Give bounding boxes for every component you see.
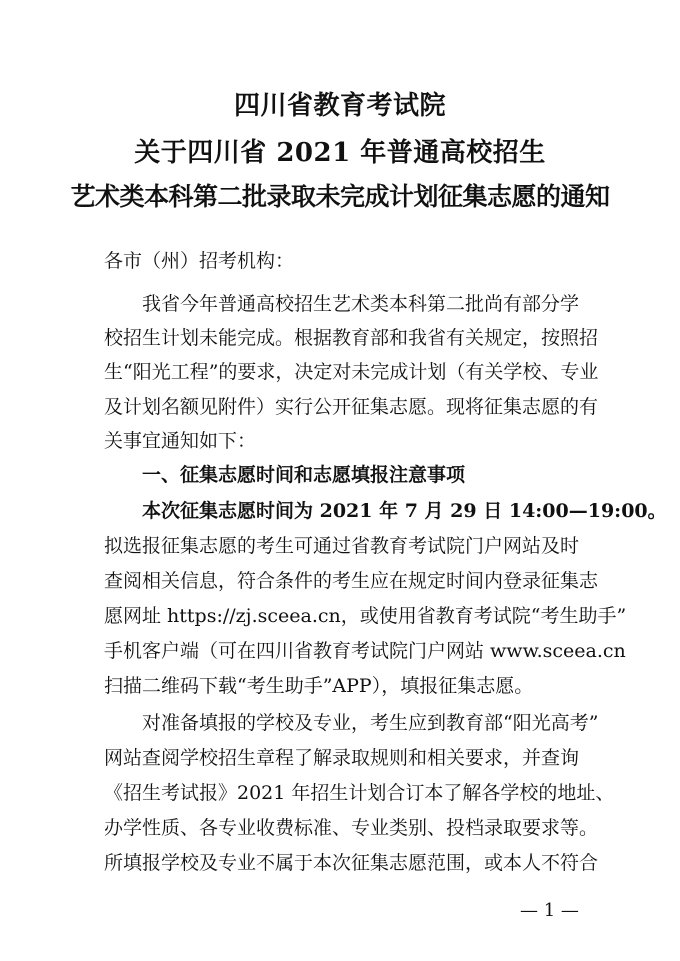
paragraph2-line: 扫描二维码下载“考生助手”APP），填报征集志愿。 <box>104 675 534 697</box>
paragraph3-line: 所填报学校及专业不属于本次征集志愿范围，或本人不符合 <box>104 852 599 874</box>
paragraph1-line: 校招生计划未能完成。根据教育部和我省有关规定，按照招 <box>104 327 599 349</box>
paragraph3-line: 《招生考试报》2021 年招生计划合订本了解各学校的地址、 <box>104 782 615 804</box>
paragraph3-line: 对准备填报的学校及专业，考生应到教育部“阳光高考” <box>142 712 599 734</box>
title-line-3: 艺术类本科第二批录取未完成计划征集志愿的通知 <box>70 182 610 211</box>
paragraph3-line: 办学性质、各专业收费标准、专业类别、投档录取要求等。 <box>104 817 599 839</box>
section1-heading: 一、征集志愿时间和志愿填报注意事项 <box>142 464 466 486</box>
paragraph1-line: 生“阳光工程”的要求，决定对未完成计划（有关学校、专业 <box>104 361 599 383</box>
paragraph2-line: 查阅相关信息，符合条件的考生应在规定时间内登录征集志 <box>104 570 599 592</box>
title-line-2: 关于四川省 2021 年普通高校招生 <box>134 138 546 168</box>
paragraph2-line: 拟选报征集志愿的考生可通过省教育考试院门户网站及时 <box>104 535 580 557</box>
paragraph1-line: 及计划名额见附件）实行公开征集志愿。现将征集志愿的有 <box>104 396 599 418</box>
paragraph1-line: 我省今年普通高校招生艺术类本科第二批尚有部分学 <box>142 293 580 315</box>
salutation: 各市（州）招考机构： <box>104 250 295 272</box>
paragraph1-line: 关事宜通知如下： <box>104 430 257 452</box>
paragraph2-line: 手机客户端（可在四川省教育考试院门户网站 www.sceea.cn <box>104 640 626 662</box>
paragraph3-line: 网站查阅学校招生章程了解录取规则和相关要求，并查询 <box>104 747 580 769</box>
paragraph2-line: 愿网址 https://zj.sceea.cn，或使用省教育考试院“考生助手” <box>104 605 627 627</box>
title-line-1: 四川省教育考试院 <box>233 91 446 121</box>
page-number: — 1 — <box>520 900 579 921</box>
paragraph2-line: 本次征集志愿时间为 2021 年 7 月 29 日 14:00—19:00。 <box>142 500 667 522</box>
